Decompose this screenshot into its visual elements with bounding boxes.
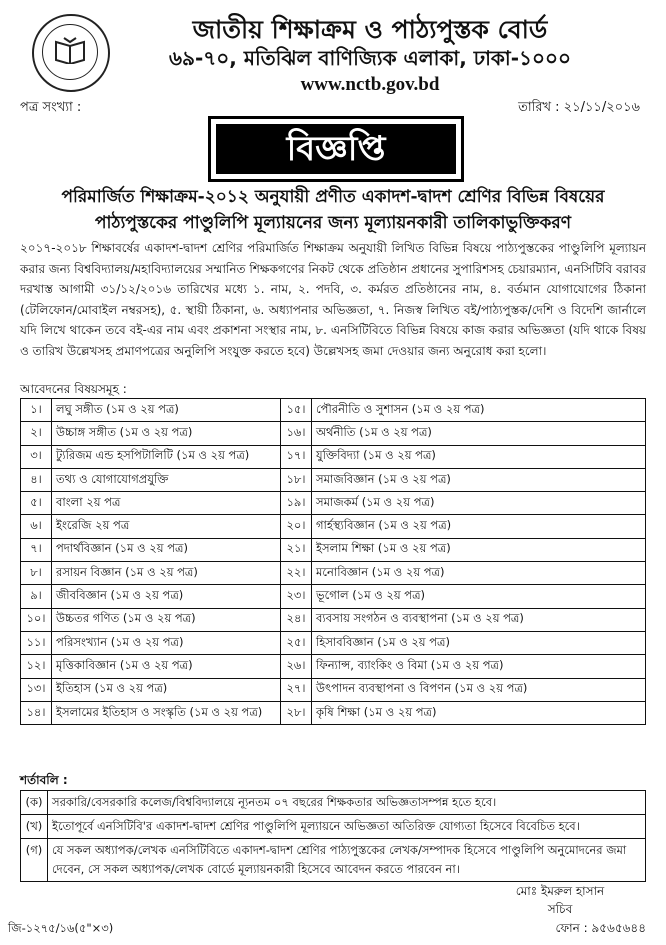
table-row (21, 608, 646, 631)
conditions-table (20, 790, 646, 882)
subject-name: ভূগোল (১ম ও ২য় পত্র) (312, 585, 646, 608)
subject-number: ২। (21, 422, 52, 445)
subject-number: ১৮। (281, 468, 312, 491)
subject-name: সমাজকর্ম (১ম ও ২য় পত্র) (312, 492, 646, 515)
notice-title-line2: পাঠ্যপুস্তকের পাণ্ডুলিপি মূল্যায়নের জন্য মূল্যায়নকারী তালিকাভুক্তিকরণ (94, 213, 572, 233)
subject-name: পৌরনীতি ও সুশাসন (১ম ও ২য় পত্র) (312, 399, 646, 422)
subject-name: ট্যুরিজম এন্ড হসপিটালিটি (১ম ও ২য় পত্র) (52, 445, 281, 468)
org-name: জাতীয় শিক্ষাক্রম ও পাঠ্যপুস্তক বোর্ড (192, 15, 548, 44)
org-website: www.nctb.gov.bd (300, 74, 440, 95)
subject-name: ইসলাম শিক্ষা (১ম ও ২য় পত্র) (312, 538, 646, 561)
subject-name: সমাজবিজ্ঞান (১ম ও ২য় পত্র) (312, 468, 646, 491)
table-row (21, 585, 646, 608)
condition-text: ইতোপূর্বে এনসিটিবি'র একাদশ-দ্বাদশ শ্রেণির পাণ্ডুলিপি মূল্যায়নে অভিজ্ঞতা অতিরিক্ত যোগ্যতা হিসেবে বিবেচিত হবে। (48, 815, 646, 839)
notice-date: তারিখ : ২১/১১/২০১৬ (518, 100, 640, 115)
signatory-designation: সচিব (547, 902, 573, 916)
subject-number: ১৫। (281, 399, 312, 422)
table-row (21, 655, 646, 678)
table-row (21, 445, 646, 468)
table-row (21, 701, 646, 724)
subject-number: ২৮। (281, 701, 312, 724)
subject-name: ইতিহাস (১ম ও ২য় পত্র) (52, 678, 281, 701)
book-emblem-icon (54, 36, 86, 64)
subject-name: গার্হস্থ্যবিজ্ঞান (১ম ও ২য় পত্র) (312, 515, 646, 538)
subject-number: ১৩। (21, 678, 52, 701)
subject-number: ২৬। (281, 655, 312, 678)
subject-number: ১০। (21, 608, 52, 631)
subject-number: ১১। (21, 631, 52, 654)
subject-name: উচ্চাঙ্গ সঙ্গীত (১ম ও ২য় পত্র) (52, 422, 281, 445)
condition-text: যে সকল অধ্যাপক/লেখক এনসিটিবিতে একাদশ-দ্বাদশ শ্রেণির পাঠ্যপুস্তকের লেখক/সম্পাদক হিসেবে পাণ্ডুলিপি অনুমোদনের জমা দেবেন, সে সকল অধ্যাপক/লেখক বোর্ডে মূল্যায়নকারী হিসেবে আবেদন করতে পারবেন না। (48, 839, 646, 882)
subject-name: উৎপাদন ব্যবস্থাপনা ও বিপণন (১ম ও ২য় পত্র) (312, 678, 646, 701)
condition-key: (ক) (21, 791, 48, 815)
subject-name: মনোবিজ্ঞান (১ম ও ২য় পত্র) (312, 562, 646, 585)
subject-number: ৪। (21, 468, 52, 491)
memo-number-label: পত্র সংখ্যা : (20, 100, 82, 115)
subject-name: বাংলা ২য় পত্র (52, 492, 281, 515)
notice-body: ২০১৭-২০১৮ শিক্ষাবর্ষের একাদশ-দ্বাদশ শ্রেণির পরিমার্জিত শিক্ষাক্রম অনুযায়ী লিখিত বিভিন্ন বিষয়ে পাঠ্যপুস্তকের পাণ্ডুলিপি মূল্যায়ন করার জন্য বিশ্ববিদ্যালয়/মহাবিদ্যালয়ের সম্মানিত শিক্ষকগণের নিকট থেকে প্রতিষ্ঠান প্রধানের সুপারিশসহ চেয়ারম্যান, এনসিটিবি বরাবর দরখাস্ত আগামী ৩১/১২/২০১৬ তারিখের মধ্যে ১. নাম, ২. পদবি, ৩. কর্মরত প্রতিষ্ঠানের নাম, ৪. বর্তমান যোগাযোগের ঠিকানা (টেলিফোন/মোবাইল নম্বরসহ), ৫. স্থায়ী ঠিকানা, ৬. অধ্যাপনার অভিজ্ঞতা, ৭. নিজস্ব লিখিত বই/পাঠ্যপুস্তক/দেশি ও বিদেশি জার্নালে যদি লিখে থাকেন তবে বই-এর নাম এবং প্রকাশনা সংস্থার নাম, ৮. এনসিটিবিতে বিভিন্ন বিষয়ে কাজ করার অভিজ্ঞতা (যদি থাকে বিষয় ও তারিখ উল্লেখসহ প্রমাণপত্রের অনুলিপি সংযুক্ত করতে হবে) উল্লেখসহ জমা দেওয়ার জন্য অনুরোধ করা হলো। (20, 241, 646, 358)
subject-name: পরিসংখ্যান (১ম ও ২য় পত্র) (52, 631, 281, 654)
signatory-name: মোঃ ইমরুল হাসান (515, 884, 605, 898)
table-row (21, 678, 646, 701)
subject-name: যুক্তিবিদ্যা (১ম ও ২য় পত্র) (312, 445, 646, 468)
condition-row (21, 839, 646, 882)
subject-number: ২৫। (281, 631, 312, 654)
table-row (21, 399, 646, 422)
subject-name: ফিন্যান্স, ব্যাংকিং ও বিমা (১ম ও ২য় পত্র) (312, 655, 646, 678)
subject-name: লঘু সঙ্গীত (১ম ও ২য় পত্র) (52, 399, 281, 422)
subject-name: মৃত্তিকাবিজ্ঞান (১ম ও ২য় পত্র) (52, 655, 281, 678)
condition-row (21, 815, 646, 839)
subject-number: ৩। (21, 445, 52, 468)
subject-number: ১৬। (281, 422, 312, 445)
subject-number: ২৭। (281, 678, 312, 701)
subject-number: ১। (21, 399, 52, 422)
subject-number: ২৩। (281, 585, 312, 608)
subject-number: ২৪। (281, 608, 312, 631)
subject-name: তথ্য ও যোগাযোগপ্রযুক্তি (52, 468, 281, 491)
table-row (21, 468, 646, 491)
org-address: ৬৯-৭০, মতিঝিল বাণিজ্যিক এলাকা, ঢাকা-১০০০ (169, 46, 571, 70)
subject-name: রসায়ন বিজ্ঞান (১ম ও ২য় পত্র) (52, 562, 281, 585)
subjects-label: আবেদনের বিষয়সমূহ : (20, 382, 127, 396)
subject-number: ১৪। (21, 701, 52, 724)
subject-number: ২০। (281, 515, 312, 538)
subject-number: ৬। (21, 515, 52, 538)
subject-name: অর্থনীতি (১ম ও ২য় পত্র) (312, 422, 646, 445)
condition-key: (খ) (21, 815, 48, 839)
condition-text: সরকারি/বেসরকারি কলেজ/বিশ্ববিদ্যালয়ে ন্যূনতম ০৭ বছরের শিক্ষকতার অভিজ্ঞতাসম্পন্ন হতে হবে। (48, 791, 646, 815)
nctb-logo (32, 14, 110, 92)
subject-name: পদার্থবিজ্ঞান (১ম ও ২য় পত্র) (52, 538, 281, 561)
subject-name: ব্যবসায় সংগঠন ও ব্যবস্থাপনা (১ম ও ২য় পত্র) (312, 608, 646, 631)
table-row (21, 562, 646, 585)
condition-row (21, 791, 646, 815)
subject-number: ২২। (281, 562, 312, 585)
subject-number: ৭। (21, 538, 52, 561)
subject-name: ইসলামের ইতিহাস ও সংস্কৃতি (১ম ও ২য় পত্র) (52, 701, 281, 724)
subjects-table (20, 398, 646, 725)
table-row (21, 538, 646, 561)
subject-number: ৯। (21, 585, 52, 608)
phone-number: ফোন : ৯৫৬৫৬৪৪ (555, 921, 646, 935)
subject-name: কৃষি শিক্ষা (১ম ও ২য় পত্র) (312, 701, 646, 724)
subject-number: ১৭। (281, 445, 312, 468)
notice-banner (208, 116, 464, 182)
table-row (21, 422, 646, 445)
condition-key: (গ) (21, 839, 48, 882)
reference-code: জি-১২৭৫/১৬(৫"×৩) (8, 921, 114, 935)
table-row (21, 515, 646, 538)
subject-name: ইংরেজি ২য় পত্র (52, 515, 281, 538)
subject-number: ৮। (21, 562, 52, 585)
table-row (21, 492, 646, 515)
subject-name: জীববিজ্ঞান (১ম ও ২য় পত্র) (52, 585, 281, 608)
subject-number: ২১। (281, 538, 312, 561)
conditions-label: শর্তাবলি : (20, 773, 68, 787)
subject-number: ১৯। (281, 492, 312, 515)
subject-number: ৫। (21, 492, 52, 515)
table-row (21, 631, 646, 654)
notice-banner-text: বিজ্ঞপ্তি (216, 124, 456, 174)
subject-name: উচ্চতর গণিত (১ম ও ২য় পত্র) (52, 608, 281, 631)
notice-title-line1: পরিমার্জিত শিক্ষাক্রম-২০১২ অনুযায়ী প্রণীত একাদশ-দ্বাদশ শ্রেণির বিভিন্ন বিষয়ের (61, 187, 605, 207)
subject-number: ১২। (21, 655, 52, 678)
subject-name: হিসাববিজ্ঞান (১ম ও ২য় পত্র) (312, 631, 646, 654)
